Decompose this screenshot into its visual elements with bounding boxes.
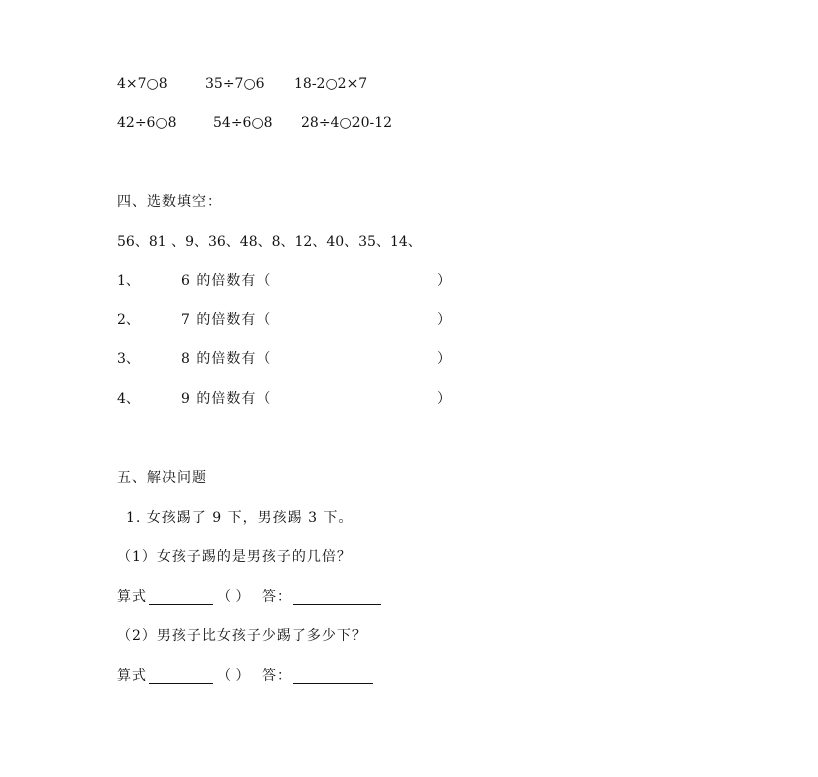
- answer-label: 答：: [262, 589, 292, 605]
- section-5-title: 五、解决问题: [117, 470, 207, 486]
- item-text: 6 的倍数有（: [181, 273, 272, 289]
- close-paren: ）: [437, 312, 451, 328]
- answer-blank[interactable]: [293, 667, 373, 684]
- compare-item: 42÷6○8: [117, 115, 177, 131]
- close-paren: ）: [437, 351, 451, 367]
- formula-label: 算式: [117, 589, 147, 605]
- question-2: （2）男孩子比女孩子少踢了多少下？: [117, 628, 367, 644]
- compare-item: 18-2○2×7: [294, 76, 368, 92]
- number-list: 56、81 、9、36、48、8、12、40、35、14、: [117, 234, 422, 250]
- answer-paren: （ ）: [217, 589, 250, 605]
- item-text: 7 的倍数有（: [181, 312, 272, 328]
- close-paren: ）: [437, 273, 451, 289]
- answer-label: 答：: [262, 668, 292, 684]
- compare-item: 54÷6○8: [213, 115, 273, 131]
- formula-blank[interactable]: [149, 667, 213, 684]
- formula-label: 算式: [117, 668, 147, 684]
- item-number: 1、: [117, 273, 140, 289]
- compare-item: 35÷7○6: [205, 76, 265, 92]
- item-number: 3、: [117, 351, 140, 367]
- formula-blank[interactable]: [149, 588, 213, 605]
- item-text: 9 的倍数有（: [181, 391, 272, 407]
- compare-item: 28÷4○20-12: [301, 115, 393, 131]
- problem-statement: 1. 女孩踢了 9 下，男孩踢 3 下。: [126, 510, 354, 526]
- answer-blank[interactable]: [293, 588, 381, 605]
- item-text: 8 的倍数有（: [181, 351, 272, 367]
- item-number: 2、: [117, 312, 140, 328]
- close-paren: ）: [437, 391, 451, 407]
- answer-paren: （ ）: [217, 668, 250, 684]
- question-1: （1）女孩子踢的是男孩子的几倍？: [117, 549, 352, 565]
- section-4-title: 四、选数填空：: [117, 194, 222, 210]
- compare-item: 4×7○8: [117, 76, 168, 92]
- item-number: 4、: [117, 391, 140, 407]
